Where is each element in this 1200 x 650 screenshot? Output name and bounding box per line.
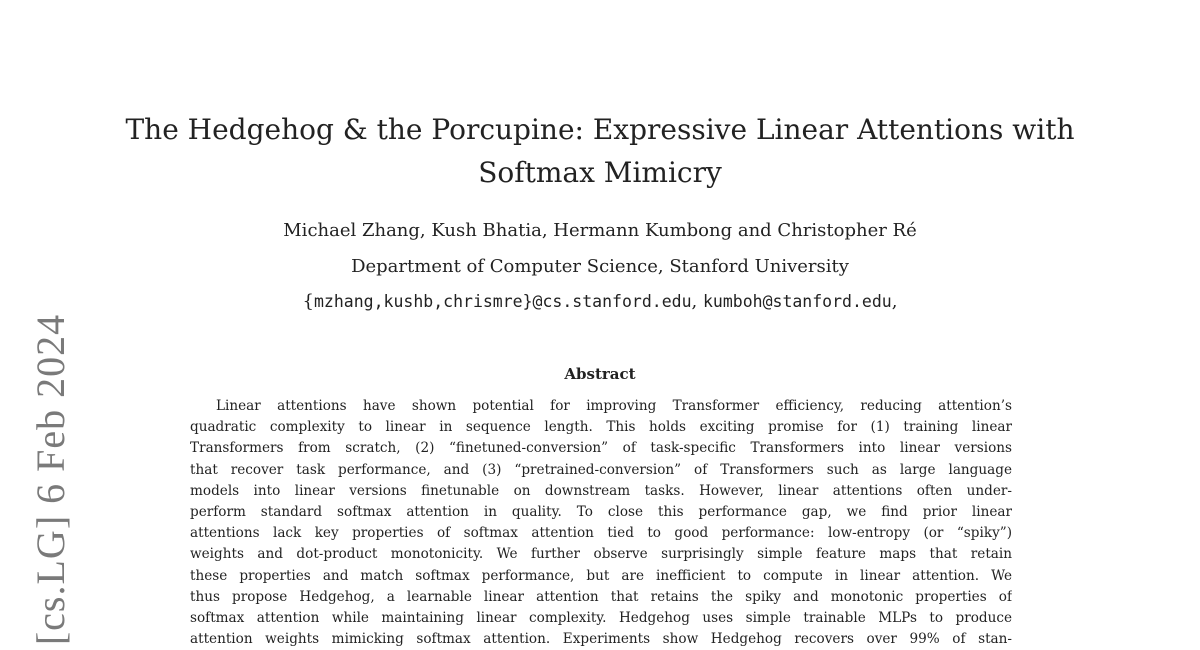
email-usernames: mzhang,kushb,chrismre xyxy=(314,292,523,311)
abstract-line: Linear attentions have shown potential for improving Transformer efficiency, reducing attention’s xyxy=(216,398,1012,414)
abstract-line: models into linear versions finetunable on downstream tasks. However, linear attentions often under- xyxy=(190,482,1012,499)
author-list: Michael Zhang, Kush Bhatia, Hermann Kumbong and Christopher Ré xyxy=(283,220,917,241)
abstract-line: softmax attention while maintaining linear complexity. Hedgehog uses simple trainable MLPs to produce xyxy=(190,610,1012,627)
paper-title-line-1: The Hedgehog & the Porcupine: Expressive Linear Attentions with xyxy=(125,113,1075,146)
affiliation: Department of Computer Science, Stanford University xyxy=(351,256,849,277)
author-emails xyxy=(180,288,1020,316)
arxiv-stamp-text: [cs.LG] 6 Feb 2024 xyxy=(28,313,74,645)
paper-title-line-2: Softmax Mimicry xyxy=(478,156,722,189)
abstract-line: attention weights mimicking softmax attention. Experiments show Hedgehog recovers over 99% of stan- xyxy=(190,631,1012,648)
abstract-line: that recover task performance, and (3) “pretrained-conversion” of Transformers such as large language xyxy=(190,461,1012,478)
email-trailing-comma: , xyxy=(891,291,898,312)
abstract-line: these properties and match softmax performance, but are inefficient to compute in linear attention. We xyxy=(190,567,1012,584)
abstract-line: Transformers from scratch, (2) “finetuned-conversion” of task-specific Transformers into linear versions xyxy=(190,440,1012,457)
abstract-line: quadratic complexity to linear in sequence length. This holds exciting promise for (1) training linear xyxy=(190,419,1012,436)
abstract-line: weights and dot-product monotonicity. We further observe surprisingly simple feature maps that retain xyxy=(190,546,1012,563)
abstract-line: perform standard softmax attention in quality. To close this performance gap, we find prior linear xyxy=(190,504,1012,521)
email-group-open-brace: { xyxy=(302,291,314,312)
email-second: kumboh@stanford.edu xyxy=(702,292,892,311)
arxiv-identifier-stamp xyxy=(22,313,80,645)
paper-title xyxy=(120,108,1080,194)
abstract-body xyxy=(190,396,1012,650)
abstract-line: thus propose Hedgehog, a learnable linear attention that retains the spiky and monotonic properties of xyxy=(190,588,1012,605)
email-domain: }@cs.stanford.edu xyxy=(522,292,692,311)
abstract-heading: Abstract xyxy=(564,365,636,383)
email-separator: , xyxy=(691,291,703,312)
abstract-line: attentions lack key properties of softmax attention tied to good performance: low-entropy (or “spiky”) xyxy=(190,525,1012,542)
